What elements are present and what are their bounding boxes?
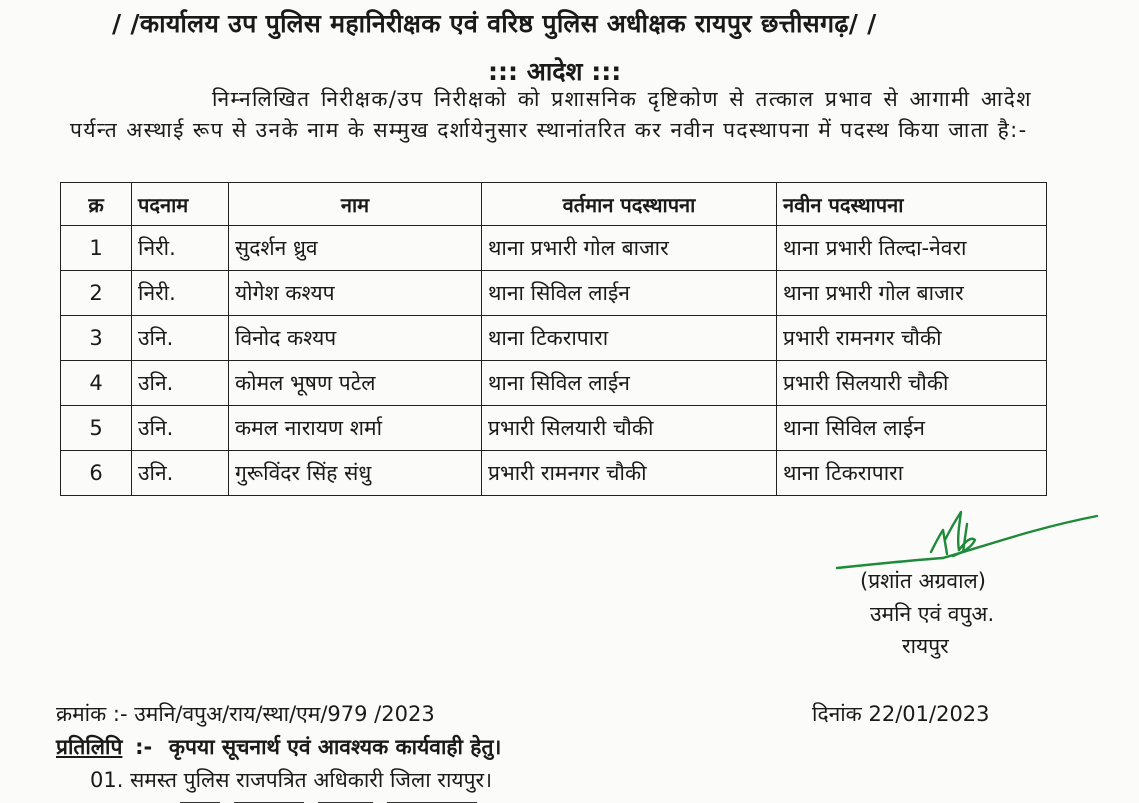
cell-sr: 4: [61, 361, 132, 406]
order-title: ::: आदेश :::: [488, 57, 622, 86]
copy-label: प्रतिलिपि: [56, 735, 123, 759]
cell-sr: 3: [61, 316, 132, 361]
cell-new-posting: थाना सिविल लाईन: [777, 406, 1047, 451]
cell-sr: 5: [61, 406, 132, 451]
cell-new-posting: थाना प्रभारी गोल बाजार: [777, 271, 1047, 316]
cell-rank: उनि.: [132, 406, 229, 451]
cell-rank: निरी.: [132, 271, 229, 316]
transfer-table: [60, 182, 1047, 496]
table-row: [61, 316, 1047, 361]
cell-rank: निरी.: [132, 226, 229, 271]
cell-sr: 1: [61, 226, 132, 271]
signatory-place: रायपुर: [902, 634, 949, 658]
col-header-rank: पदनाम: [132, 183, 229, 226]
cell-current-posting: थाना सिविल लाईन: [482, 361, 777, 406]
table-row: [61, 361, 1047, 406]
table-row: [61, 406, 1047, 451]
cell-sr: 2: [61, 271, 132, 316]
cell-rank: उनि.: [132, 361, 229, 406]
cell-new-posting: थाना टिकरापारा: [777, 451, 1047, 496]
col-header-current-posting: वर्तमान पदस्थापना: [482, 183, 777, 226]
cell-name: कोमल भूषण पटेल: [229, 361, 482, 406]
cell-current-posting: प्रभारी सिलयारी चौकी: [482, 406, 777, 451]
cell-rank: उनि.: [132, 316, 229, 361]
cell-new-posting: थाना प्रभारी तिल्दा-नेवरा: [777, 226, 1047, 271]
col-header-name: नाम: [229, 183, 482, 226]
cell-name: योगेश कश्यप: [229, 271, 482, 316]
table-row: [61, 271, 1047, 316]
copy-text: कृपया सूचनार्थ एवं आवश्यक कार्यवाही हेतु।: [168, 735, 502, 759]
signatory-name: (प्रशांत अग्रवाल): [860, 569, 986, 593]
signature-strokes: [837, 512, 1097, 568]
cell-name: विनोद कश्यप: [229, 316, 482, 361]
col-header-sr: क्र: [61, 183, 132, 226]
copy-item: 01. समस्त पुलिस राजपत्रित अधिकारी जिला रायपुर।: [90, 768, 493, 792]
intro-paragraph: निम्नलिखित निरीक्षक/उप निरीक्षको को प्रशासनिक दृष्टिकोण से तत्काल प्रभाव से आगामी आदेश पर्यन्त अस्थाई रूप से उनके नाम के सम्मुख दर्शायेनुसार स्थानांतरित कर नवीन पदस्थापना में पदस्थ किया जाता है:-: [70, 87, 1032, 142]
cropped-text-fragment: [180, 796, 560, 803]
cell-current-posting: थाना टिकरापारा: [482, 316, 777, 361]
table-row: [61, 226, 1047, 271]
cell-sr: 6: [61, 451, 132, 496]
cell-current-posting: प्रभारी रामनगर चौकी: [482, 451, 777, 496]
cell-current-posting: थाना सिविल लाईन: [482, 271, 777, 316]
cell-name: सुदर्शन ध्रुव: [229, 226, 482, 271]
office-header: / /कार्यालय उप पुलिस महानिरीक्षक एवं वरिष्ठ पुलिस अधीक्षक रायपुर छत्तीसगढ़/ /: [112, 9, 877, 38]
col-header-new-posting: नवीन पदस्थापना: [777, 183, 1047, 226]
cell-new-posting: प्रभारी रामनगर चौकी: [777, 316, 1047, 361]
cell-name: गुरूविंदर सिंह संधु: [229, 451, 482, 496]
order-date: दिनांक 22/01/2023: [812, 702, 990, 726]
signatory-designation: उमनि एवं वपुअ.: [870, 602, 995, 626]
table-row: [61, 451, 1047, 496]
cell-current-posting: थाना प्रभारी गोल बाजार: [482, 226, 777, 271]
table-header-row: [61, 183, 1047, 226]
copy-to-line: [56, 733, 501, 761]
cell-name: कमल नारायण शर्मा: [229, 406, 482, 451]
copy-separator: :-: [135, 735, 153, 759]
cell-new-posting: प्रभारी सिलयारी चौकी: [777, 361, 1047, 406]
cell-rank: उनि.: [132, 451, 229, 496]
reference-number: क्रमांक :- उमनि/वपुअ/राय/स्था/एम/979 /2023: [56, 702, 435, 726]
